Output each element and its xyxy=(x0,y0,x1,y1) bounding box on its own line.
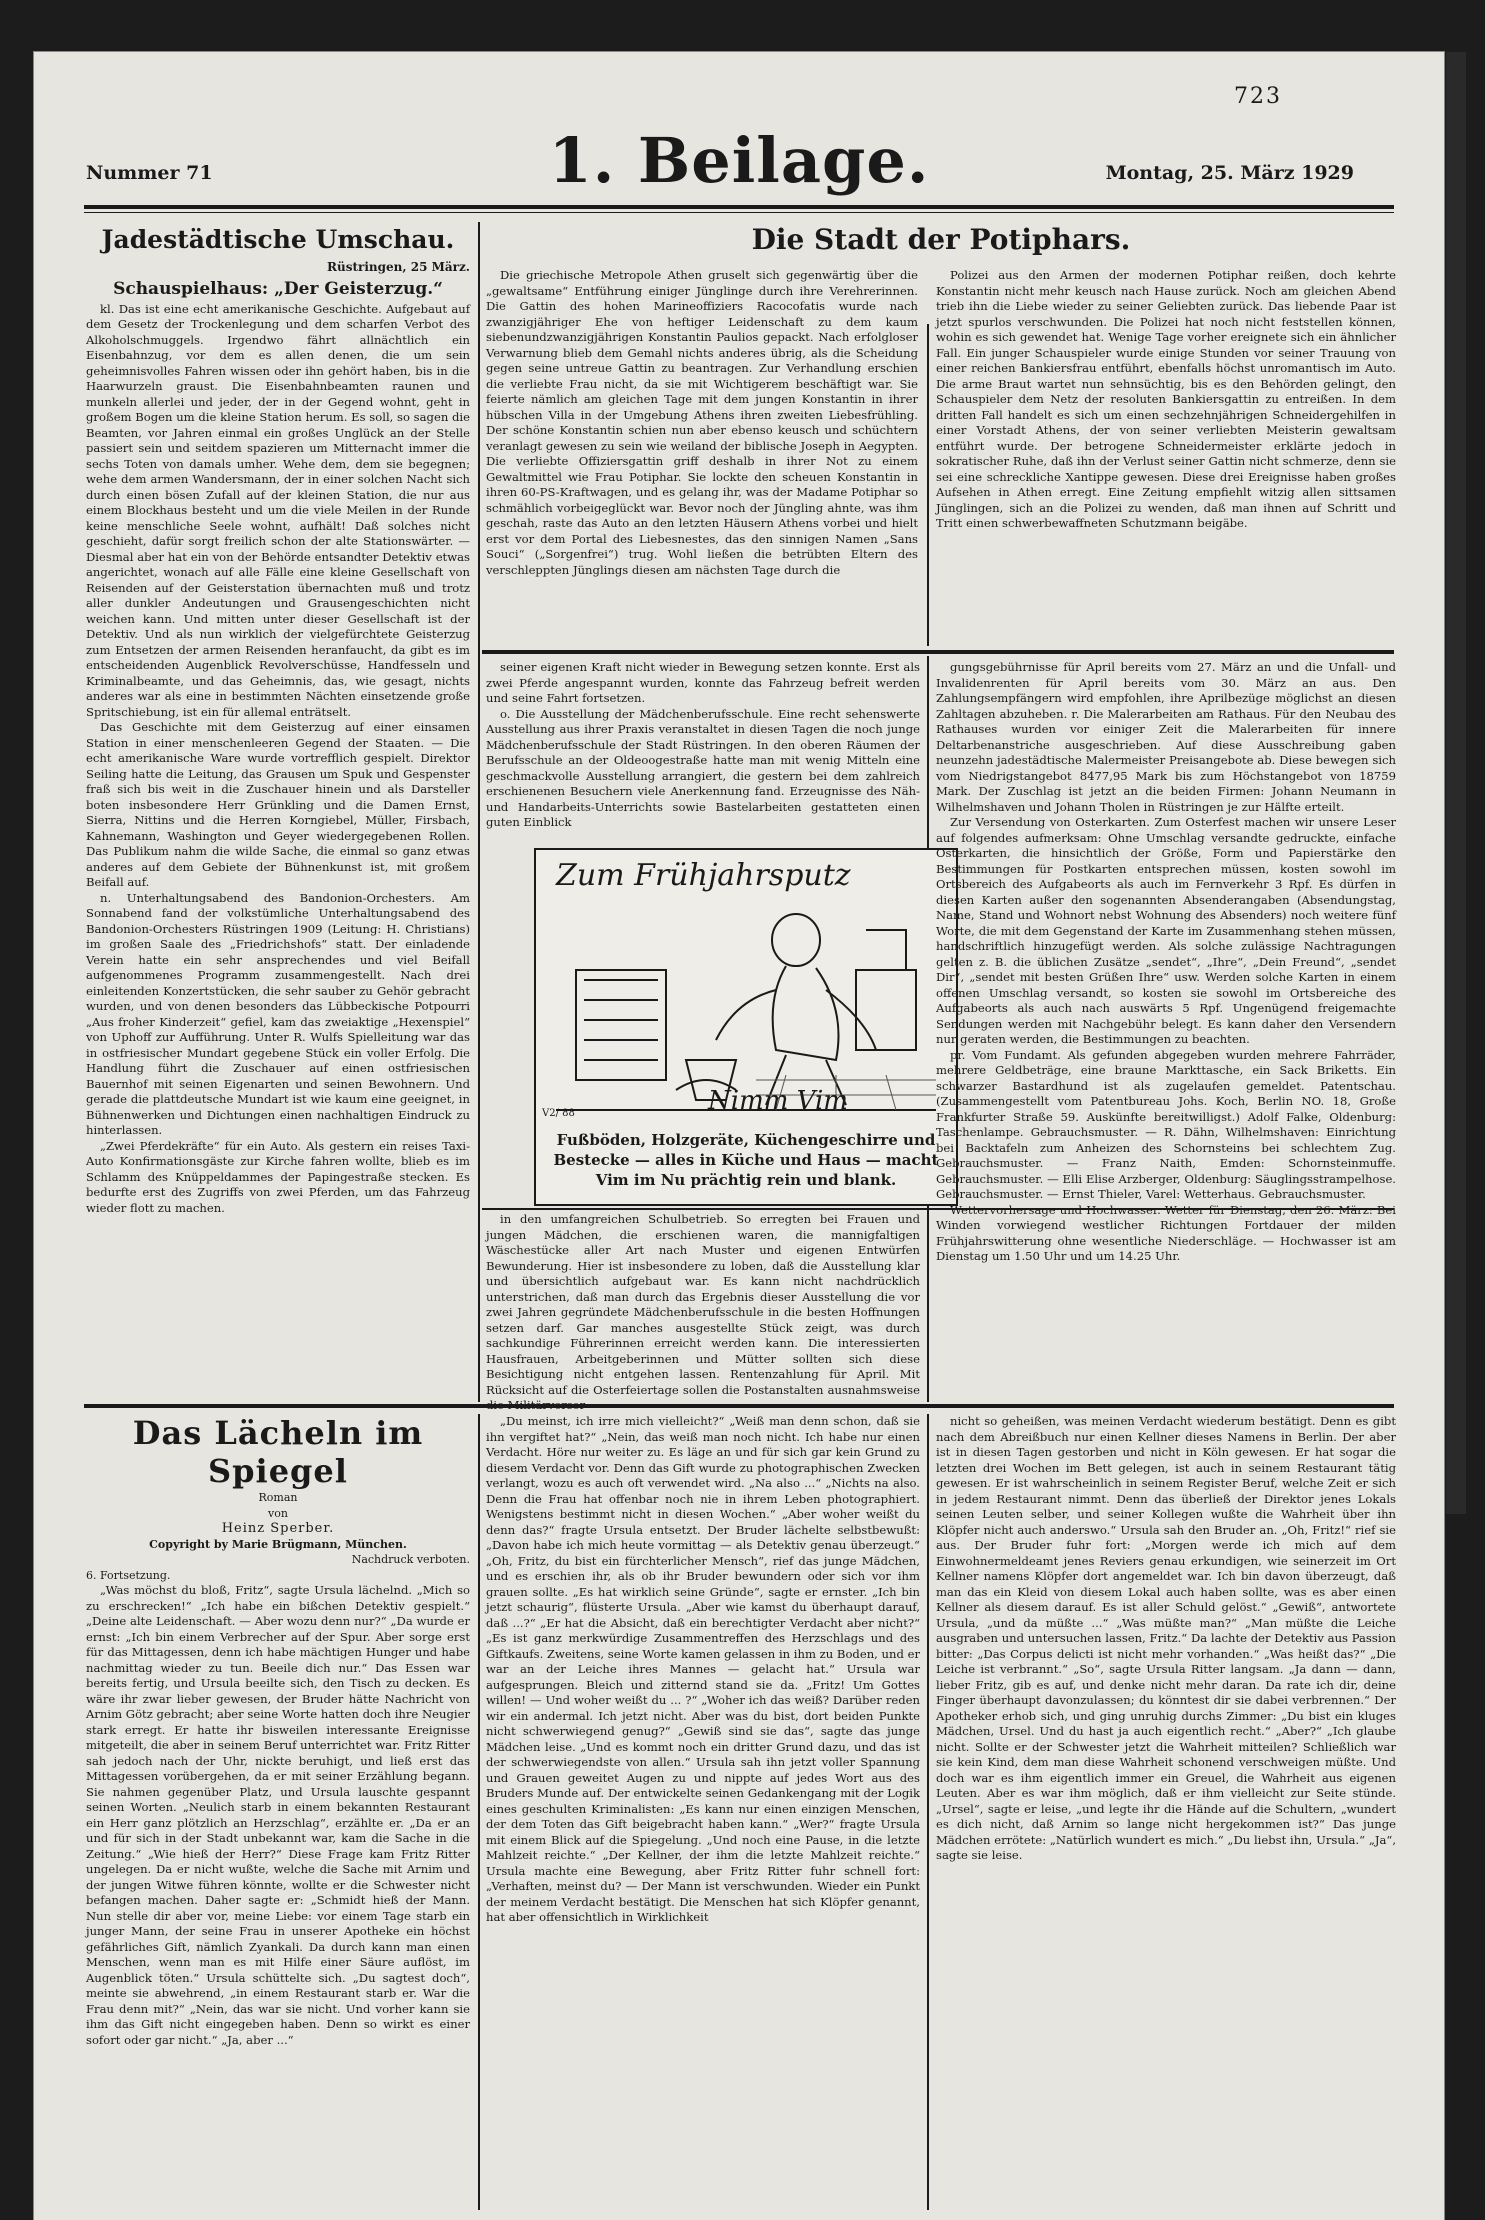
novel-by: von xyxy=(268,1506,288,1520)
mid-text: gungsgebührnisse für April bereits vom 27. März an und die Unfall- und Invalidenrenten für April bereits vom 30. März an aus. Den Zahlungsempfängern wird empfohlen, ihre Aprilbezüge möglichst an diesen Zahltagen abzuheben. r. Die Malerarbeiten am Rathaus. Für den Neubau des Rathauses wurden vor einiger Zeit die Malerarbeiten für innere Deltarbenanstriche ausgeschrieben. Auf diese Ausschreibung gaben neunzehn jadestädtische Malermeister Preisangebote ab. Diese bewegen sich vom Niedrigstangebot 8477,95 Mark bis zum Höchstangebot von 18759 Mark. Der Zuschlag ist jetzt an die beiden Firmen: Johann Neumann in Wilhelmshaven und Johann Tholen in Rüstringen je zur Hälfte erteilt. xyxy=(936,660,1396,814)
vim-advertisement xyxy=(534,848,958,1206)
novel-installment: 6. Fortsetzung. xyxy=(86,1568,171,1582)
column-rule xyxy=(927,324,929,646)
issue-number: Nummer 71 xyxy=(86,162,213,184)
column-rule xyxy=(927,1414,929,2210)
novel-column-3 xyxy=(936,1414,1396,2210)
mid-column-1-bottom xyxy=(486,1212,920,1412)
ad-slogan: Nimm Vim xyxy=(708,1086,848,1116)
issue-date: Montag, 25. März 1929 xyxy=(1105,162,1354,184)
mid-text: pr. Vom Fundamt. Als gefunden abgegeben wurden mehrere Fahrräder, mehrere Geldbeträge, eine braune Markttasche, ein Sack Briketts. Ein schwarzer Bastardhund ist als zugelaufen gemeldet. Patentschau. (Zusammengestellt vom Patentbureau Johs. Koch, Berlin NO. 18, Große Frankfurter Straße 59. Auskünfte bereitwilligst.) Adolf Falke, Oldenburg: Taschenlampe. Gebrauchsmuster. — R. Dähn, Wilhelmshaven: Einrichtung bei Backtafeln zum Anheizen des Schornsteins bei schlechtem Zug. Gebrauchsmuster. — Franz Naith, Emden: Schornsteinmuffe. Gebrauchsmuster. — Elli Elise Arzberger, Oldenburg: Säuglingsstrampelhose. Gebrauchsmuster. — Ernst Thieler, Varel: Wetterhaus. Gebrauchsmuster. xyxy=(936,1047,1396,1201)
mid-text: seiner eigenen Kraft nicht wieder in Bewegung setzen konnte. Erst als zwei Pferde angespannt wurden, konnte das Fahrzeug befreit werden und seine Fahrt fortsetzen. xyxy=(486,660,920,705)
novel-text: „Was möchst du bloß, Fritz“, sagte Ursula lächelnd. „Mich so zu erschrecken!“ „Ich habe ein bißchen Detektiv gespielt.“ „Deine alte Leidenschaft. — Aber wozu denn nur?“ „Da wurde er ernst: „Ich bin einem Verbrecher auf der Spur. Aber sorge erst für das Mittagessen, denn ich habe mächtigen Hunger und habe nachmittag wieder zu tun. Beeile dich nur.“ Das Essen war bereits fertig, und Ursula beeilte sich, den Tisch zu decken. Es wäre ihr zwar lieber gewesen, der Bruder hätte Nachricht von Arnim Götz gebracht; aber seine Worte hatten doch ihre Neugier stark erregt. Er hatte ihr bisweilen interessante Ereignisse mitgeteilt, die aber in seinem Beruf unterrichtet war. Fritz Ritter sah jedoch nach der Uhr, nickte beruhigt, und ließ erst das Mittagessen vorübergehen, da er mit seiner Erzählung begann. Sie nahmen gegenüber Platz, und Ursula lauschte gespannt seinen Worten. „Neulich starb in einem bekannten Restaurant ein Herr ganz plötzlich an Herzschlag“, erzählte er. „Da er an und für sich in der Stadt unbekannt war, kam die Sache in die Zeitung.“ „Wie hieß der Herr?“ Diese Frage kam Fritz Ritter ungelegen. Da er nicht wußte, welche die Sache mit Arnim und der jungen Witwe führen könnte, wollte er die Schwester nicht befangen machen. Daher sagte er: „Schmidt hieß der Mann. Nun stelle dir aber vor, meine Liebe: vor einem Tage starb ein junger Mann, der seine Frau in unserer Apotheke ein höchst gefährliches Gift, nämlich Zyankali. Da durch kann man einen Menschen, wenn man es mit Hilfe einer Säure auflöst, im Augenblick töten.“ Ursula schüttelte sich. „Du sagtest doch“, meinte sie abwehrend, „in einem Restaurant starb er. War die Frau denn mit?“ „Nein, das war sie nicht. Und vorher kann sie ihm das Gift nicht eingegeben haben. Denn so wirkt es einer sofort oder gar nicht.“ „Ja, aber ...“ xyxy=(86,1583,470,2047)
mid-column-1-top xyxy=(486,660,920,844)
novel-column-2 xyxy=(486,1414,920,2210)
novel-column-1 xyxy=(86,1414,470,2210)
novel-title: Das Lächeln im Spiegel xyxy=(132,1414,424,1490)
mid-column-2 xyxy=(936,660,1396,1400)
jade-paragraph: „Zwei Pferdekräfte“ für ein Auto. Als gestern ein reises Taxi-Auto Konfirmationsgäste zur Kirche fahren wollte, blieb es im Schlamm des Knüppeldammes der Papingestraße stecken. Es bedurfte erst des Zugriffs von zwei Pferden, um das Fahrzeug wieder flott zu machen. xyxy=(86,1138,470,1215)
stadt-text: Die griechische Metropole Athen gruselt sich gegenwärtig über die „gewaltsame“ Entführung einiger Jünglinge durch ihre Verehrerinnen. Die Gattin des hohen Marineoffiziers Racocofatis wurde nach zwanzigjähriger Ehe von heftiger Leidenschaft zu dem kaum siebenundzwanzigjährigen Konstantin Paulios gepackt. Nach erfolgloser Verwarnung blieb dem Gemahl nichts anderes übrig, als die Scheidung gegen seine untreue Gattin zu beantragen. Zur Verhandlung erschien die verliebte Frau nicht, da sie mit Wichtigerem beschäftigt war. Sie feierte nämlich am gleichen Tage mit dem jungen Konstantin in ihrer hübschen Villa in der Umgebung Athens ihren zweiten Liebesfrühling. Der schöne Konstantin schien nun aber ebenso keusch und schüchtern veranlagt gewesen zu sein wie weiland der biblische Joseph in Aegypten. Die verliebte Offiziersgattin griff deshalb in ihrer Not zu einem Gewaltmittel wie Frau Potiphar. Sie lockte den scheuen Konstantin in ihren 60-PS-Kraftwagen, und es gelang ihr, was der Madame Potiphar so schmählich vorbeigeglückt war. Bevor noch der Jüngling ahnte, was ihm geschah, raste das Auto an den letzten Häusern Athens vorbei und hielt erst vor dem Portal des Liebesnestes, das den sinnigen Namen „Sans Souci“ („Sorgenfrei“) trug. Wohl ließen die betrübten Eltern des verschleppten Jünglings diesen am nächsten Tage durch die xyxy=(486,268,918,577)
page-binding-edge xyxy=(1446,52,1466,1514)
jade-title: Jadestädtische Umschau. xyxy=(101,225,455,254)
mid-text: o. Die Ausstellung der Mädchenberufsschule. Eine recht sehenswerte Ausstellung aus ihrer Praxis veranstaltet in diesen Tagen die noch junge Mädchenberufsschule der Stadt Rüstringen. In den oberen Räumen der Berufsschule an der Oldeoogestraße hatte man mit wenig Mitteln eine geschmackvolle Ausstellung arrangiert, die gestern bei dem zahlreich erschienenen Besuchern viele Anerkennung fand. Erzeugnisse des Näh- und Handarbeits-Unterrichts sowie Bastelarbeiten gestatteten einen guten Einblick xyxy=(486,706,920,829)
stadt-title: Die Stadt der Potiphars. xyxy=(751,223,1131,256)
column-rule xyxy=(478,1414,480,2210)
header-rule xyxy=(84,205,1394,209)
stadt-text: Polizei aus den Armen der modernen Potiphar reißen, doch kehrte Konstantin nicht mehr keusch nach Hause zurück. Noch am gleichen Abend trieb ihn die Liebe wieder zu seiner Geliebten zurück. Das liebende Paar ist jetzt spurlos verschwunden. Die Polizei hat noch nicht feststellen können, wohin es sich gewendet hat. Wenige Tage vorher ereignete sich ein ähnlicher Fall. Ein junger Schauspieler wurde einige Stunden vor seiner Trauung von einer reichen Bankiersfrau entführt, ebenfalls höchst unromantisch im Auto. Die arme Braut wartet nun sehnsüchtig, bis es den Behörden gelingt, den Schauspieler dem Netz der resoluten Bankiersgattin zu entreißen. In dem dritten Fall handelt es sich um einen sechzehnjährigen Schneidergehilfen in einer Vorstadt Athens, der von seiner verliebten Meisterin gewaltsam entführt wurde. Der betrogene Schneidermeister erklärte jedoch in sokratischer Ruhe, daß ihn der Verlust seiner Gattin nicht schmerze, denn sie sei eine schreckliche Xantippe gewesen. Diese drei Ereignisse haben großes Aufsehen in Athen erregt. Eine Zeitung empfiehlt witzig allen sittsamen Jünglingen, sich an die Polizei zu wenden, daß man ihnen auf Schritt und Tritt einen schwerbewaffneten Schutzmann beigäbe. xyxy=(936,268,1396,530)
stadt-column-2 xyxy=(936,268,1396,646)
section-rule xyxy=(482,650,1394,654)
page-number: 723 xyxy=(1234,84,1282,109)
stadt-column-1 xyxy=(486,268,918,646)
ad-title: Zum Frühjahrsputz xyxy=(556,858,851,893)
novel-author: Heinz Sperber. xyxy=(221,1521,335,1536)
stadt-header xyxy=(486,224,1396,264)
column-rule xyxy=(478,222,480,1402)
jade-subhead: Schauspielhaus: „Der Geisterzug.“ xyxy=(113,278,443,299)
novel-text: nicht so geheißen, was meinen Verdacht wiederum bestätigt. Denn es gibt nach dem Abreißbuch nur einen Kellner dieses Namens in Berlin. Der aber ist in diesen Tagen gestorben und nicht in Köln gewesen. Er hat sogar die letzten drei Wochen im Bett gelegen, ist auch in seinem Restaurant tätig gewesen. Er ist wahrscheinlich in seinem Register Beruf, welche Zeit er sich in jedem Restaurant nimmt. Denn das überließ der Direktor jenes Lokals seinen Leuten selber, und seiner Kollegen wußte die Wahrheit über ihn Klöpfer nicht auch anderswo.“ Ursula sah den Bruder an. „Oh, Fritz!“ rief sie aus. Der Bruder fuhr fort: „Morgen werde ich mich auf dem Einwohnermeldeamt jenes Reviers genau erkundigen, wie seinerzeit im Ort Kellner namens Klöpfer dort angemeldet war. Ich bin davon überzeugt, daß man das ein Kleid von diesem Lokal auch haben sollte, was es aber einen Kellner als diesem darauf. Es ist aller Schuld gelöst.“ „Gewiß“, antwortete Ursula, „und da müßte ...“ „Was müßte man?“ „Man müßte die Leiche ausgraben und untersuchen lassen, Fritz.“ Da lachte der Detektiv aus Passion bitter: „Das Corpus delicti ist nicht mehr vorhanden.“ „Was heißt das?“ „Die Leiche ist verbrannt.“ „So“, sagte Ursula Ritter langsam. „Ja dann — dann, lieber Fritz, gib es auf, und denke nicht mehr daran. Da rate ich dir, deine Finger überhaupt davonzulassen; du könntest dir sie dabei verbrennen.“ Der Apotheker erhob sich, und ging unruhig durchs Zimmer: „Du bist ein kluges Mädchen, Ursel. Und du hast ja auch eigentlich recht.“ „Aber?“ „Ich glaube nicht. Sollte er der Schwester jetzt die Wahrheit mitteilen? Schließlich war sie kein Kind, dem man diese Wahrheit schonend verschweigen müßte. Und doch war es ihm eigentlich immer ein Greuel, die Wahrheit aus eigenen Leuten. Aber es war ihm möglich, daß er ihm vielleicht zur Seite stünde. „Ursel“, sagte er leise, „und legte ihr die Hände auf die Schultern, „wundert es dich nicht, daß Arnim so lange nicht hergekommen ist?“ Das junge Mädchen errötete: „Natürlich wundert es mich.“ „Du liebst ihn, Ursula.“ „Ja“, sagte sie leise. xyxy=(936,1414,1396,1862)
jade-paragraph: Das Geschichte mit dem Geisterzug auf einer einsamen Station in einer menschenleeren Gegend der Staaten. — Die echt amerikanische Ware wurde vortrefflich gespielt. Direktor Seiling hatte die Leitung, das Grausen um Spuk und Gespenster fraß sich bis weit in die Zuschauer hinein und als Darsteller boten insbesondere Herr Grünkling und die Damen Ernst, Sierra, Nittins und die Herren Korngiebel, Müller, Firsbach, Kahnemann, Washington und Geyer wiedergegebenen Rollen. Das Publikum nahm die wilde Sache, die einmal so ganz etwas anderes auf dem Gebiete der Bühnenkunst ist, mit großem Beifall auf. xyxy=(86,720,470,889)
masthead: 1. Beilage. xyxy=(548,124,930,197)
mid-text: in den umfangreichen Schulbetrieb. So erregten bei Frauen und jungen Mädchen, die erschienen waren, die mannigfaltigen Wäschestücke aller Art nach Muster und eigenen Entwürfen Bewunderung. Hier ist insbesondere zu loben, daß die Ausstellung klar und übersichtlich aufgebaut war. Es kann nicht nachdrücklich unterstrichen, daß man durch das Ergebnis dieser Ausstellung die vor zwei Jahren gegründete Mädchenberufsschule in die besten Hoffnungen setzen darf. Gar manches ausgestellte Stück zeigt, was durch sachkundige Führerinnen erreicht werden kann. Die interessierten Hausfrauen, Arbeitgeberinnen und Mütter sollten sich diese Besichtigung nicht entgehen lassen. Rentenzahlung für April. Mit Rücksicht auf die Osterfeiertage sollen die Postanstalten ausnahmsweise die Militärversor- xyxy=(486,1212,920,1412)
jade-paragraph: n. Unterhaltungsabend des Bandonion-Orchesters. Am Sonnabend fand der volkstümliche Unterhaltungsabend des Bandonion-Orchesters Rüstringen 1909 (Leitung: H. Christians) im großen Saale des „Friedrichshofs“ statt. Der einladende Verein hatte ein sehr ansprechendes und viel Beifall aufgenommenes Programm zusammengestellt. Nach drei einleitenden Konzertstücken, die sehr sauber zu Gehör gebracht wurden, und von denen besonders das Lübbeckische Potpourri „Aus froher Kinderzeit“ gefiel, kam das zweiaktige „Hexenspiel“ von Uphoff zur Aufführung. Unter R. Wulfs Spielleitung war das in ostfriesischer Mundart gegebene Stück ein voller Erfolg. Die Handlung führt die Zuschauer auf einen ostfriesischen Bauernhof mit seinen Eigenarten und seinen Bewohnern. Und gerade die plattdeutsche Mundart ist wie kaum eine geeignet, in Bühnenwerken und Dichtungen einen nachhaltigen Eindruck zu hinterlassen. xyxy=(86,890,470,1137)
novel-reprint-note: Nachdruck verboten. xyxy=(351,1553,470,1566)
jade-dateline: Rüstringen, 25 März. xyxy=(327,260,470,274)
jade-paragraph: kl. Das ist eine echt amerikanische Geschichte. Aufgebaut auf dem Gesetz der Trockenlegung und dem scharfen Verbot des Alkoholschmuggels. Irgendwo fährt allnächtlich ein Eisenbahnzug, vor dem es allen denen, die um sein geheimnisvolles Fahren wissen oder ihn gehört haben, bis in die Haarwurzeln graust. Die Eisenbahnbeamten raunen und munkeln allerlei und jeder, der in der Gegend wohnt, geht in großem Bogen um die kleine Station herum. Es soll, so sagen die Beamten, vor Jahren einmal ein großes Unglück an der Stelle passiert sein und seitdem spazieren um Mitternacht immer die sechs Toten von damals umher. Wehe dem, dem sie begegnen; wehe dem armen Wandersmann, der in einer solchen Nacht sich durch einen bösen Zufall auf der kleinen Station, die nur aus einem Blockhaus besteht und um die viele Meilen in der Runde keine menschliche Seele wohnt, aufhält! Daß solches nicht geschieht, dafür sorgt freilich schon der alte Stationswärter. — Diesmal aber hat ein von der Behörde entsandter Detektiv etwas angerichtet, wonach auf alle Fälle eine kleine Gesellschaft von Reisenden auf der Geisterstation übernachten muß und trotz aller dunkler Andeutungen und Grausengeschichten nicht weichen kann. Und mitten unter dieser Gesellschaft ist der Detektiv. Und als nun wirklich der vielgefürchtete Geisterzug zum Entsetzen der armen Reisenden heranfaucht, da gibt es im entscheidenden Augenblick Revolverschüsse, Handfesseln und Kriminalbeamte, und das Geheimnis, das, wie gesagt, nichts anderes war als eine in bestimmten Nächten einsetzende große Spritschiebung, ist ein für allemal enträtselt. xyxy=(86,301,470,719)
newspaper-page xyxy=(34,52,1444,2220)
jade-column xyxy=(86,224,470,1400)
header-rule-thin xyxy=(84,212,1394,213)
ad-code: V2/ 88 xyxy=(542,1108,575,1119)
ad-text: Fußböden, Holzgeräte, Küchengeschirre und Bestecke — alles in Küche und Haus — macht Vim im Nu prächtig rein und blank. xyxy=(553,1131,939,1189)
novel-text: „Du meinst, ich irre mich vielleicht?“ „Weiß man denn schon, daß sie ihn vergiftet hat?“ „Nein, das weiß man noch nicht. Ich habe nur einen Verdacht. Höre nur weiter zu. Es läge an und für sich gar kein Grund zu diesem Verdacht vor. Denn das Gift wurde zu photographischen Zwecken verlangt, wozu es auch oft verwendet wird. „Na also ...“ „Nichts na also. Denn die Frau hat offenbar noch nie in ihrem Leben photographiert. Wenigstens bestimmt nicht in diesen Wochen.“ „Aber woher weißt du denn das?“ fragte Ursula entsetzt. Der Bruder lächelte selbstbewußt: „Davon habe ich mich heute vormittag — als Detektiv genau überzeugt.“ „Oh, Fritz, du bist ein fürchterlicher Mensch“, rief das junge Mädchen, und es erschien ihr, als ob ihr Bruder bewundern oder sich vor ihm grauen sollte. „Es hat wirklich seine Gründe“, sagte er ernster. „Ich bin jetzt schaurig“, flüsterte Ursula. „Aber wie kamst du überhaupt darauf, daß ...?“ „Er hat die Absicht, daß ein berechtigter Verdacht aber nicht?“ „Es ist ganz merkwürdige Zusammentreffen des Herzschlags und des Giftkaufs. Zweitens, seine Worte kamen gelassen in ihm zu Boden, und er war an der Leiche ihres Mannes — gelacht hat.“ Ursula war aufgesprungen. Bleich und zitternd stand sie da. „Fritz! Um Gottes willen! — Und woher weißt du ... ?“ „Woher ich das weiß? Darüber reden wir ein andermal. Ich jetzt nicht. Aber was du bist, dort beiden Punkte nicht schwerwiegend genug?“ „Gewiß sind sie das“, sagte das junge Mädchen leise. „Und es kommt noch ein dritter Grund dazu, und das ist der schwerwiegendste von allen.“ Ursula sah ihn jetzt voller Spannung und Grauen geweitet Augen zu und nippte auf jedes Wort aus des Bruders Munde auf. Der entwickelte seinen Gedankengang mit der Logik eines geschulten Kriminalisten: „Es kann nur einen einzigen Menschen, der dem Toten das Gift beigebracht haben kann.“ „Wer?“ fragte Ursula mit einem Blick auf die Spiegelung. „Und noch eine Pause, in die letzte Mahlzeit reichte.“ „Der Kellner, der ihm die letzte Mahlzeit reichte.“ Ursula machte eine Bewegung, aber Fritz Ritter fuhr schnell fort: „Verhaften, meinst du? — Der Mann ist verschwunden. Wieder ein Punkt der meinem Verdacht bestätigt. Die Menschen hat sich Klöpfer genannt, hat aber offensichtlich in Wirklichkeit xyxy=(486,1414,920,1924)
novel-subtitle: Roman xyxy=(258,1491,298,1504)
novel-copyright: Copyright by Marie Brügmann, München. xyxy=(149,1537,407,1551)
mid-text: Wettervorhersage und Hochwasser. Wetter für Dienstag, den 26. März: Bei Winden vorwiegend westlicher Richtungen Fortdauer der milden Frühjahrswitterung ohne wesentliche Niederschläge. — Hochwasser ist am Dienstag um 1.50 Uhr und um 14.25 Uhr. xyxy=(936,1202,1396,1263)
mid-text: Zur Versendung von Osterkarten. Zum Osterfest machen wir unsere Leser auf folgendes aufmerksam: Ohne Umschlag versandte gedruckte, einfache Osterkarten, die hinsichtlich der Größe, Form und Papierstärke den Bestimmungen für Postkarten entsprechen müssen, kosten sowohl im Ortsbereich des Aufgabeorts als auch im Fernverkehr 3 Rpf. Es dürfen in diesen Karten außer den sogenannten Absenderangaben (Absendungstag, Name, Stand und Wohnort nebst Wohnung des Absenders) noch weitere fünf Worte, die mit dem Gegenstand der Karte im Zusammenhang stehen müssen, handschriftlich hinzugefügt werden. Als solche zulässige Nachtragungen gelten z. B. die üblichen Zusätze „sendet“, „Ihre“, „Dein Freund“, „sendet Dir“, „sendet mit besten Grüßen Ihre“ usw. Werden solche Karten in einem offenen Umschlag versandt, so kosten sie sowohl im Ortsbereiche des Aufgabeorts als auch nach auswärts 5 Rpf. Ungenügend freigemachte Sendungen werden mit Nachgebühr belegt. Es kann daher den Versendern nur geraten werden, die Bestimmungen zu beachten. xyxy=(936,815,1396,1046)
